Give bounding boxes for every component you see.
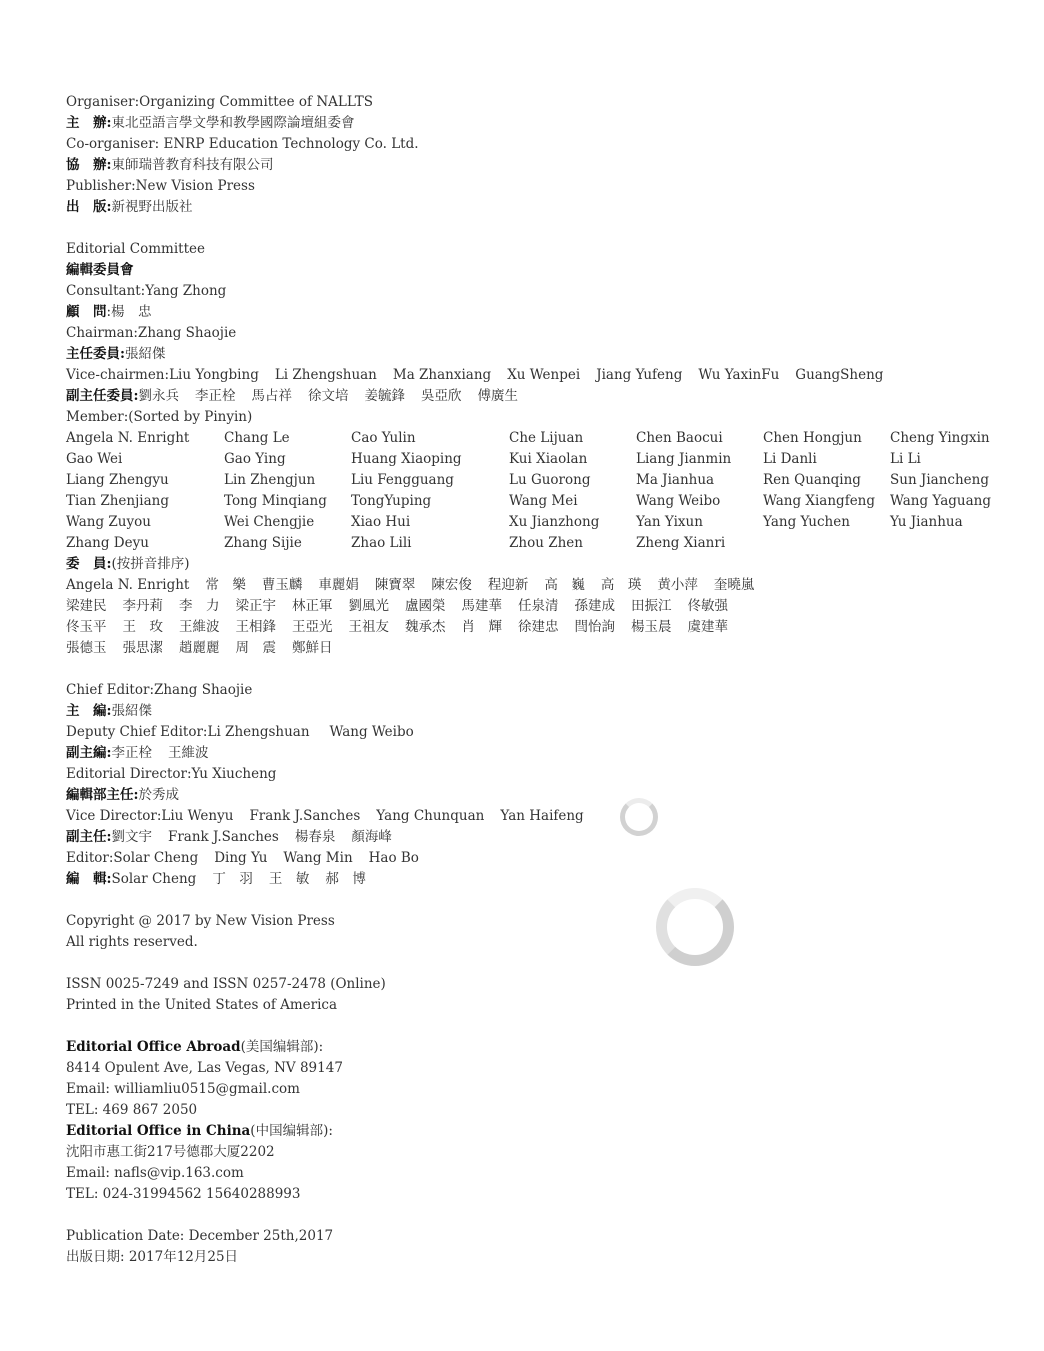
vice-director: Liu Wenyu: [161, 808, 234, 824]
member-name: Yu Jianhua: [890, 514, 963, 530]
vice-chairman: Xu Wenpei: [507, 367, 581, 383]
small-ring-decoration: [620, 798, 658, 836]
consultant-en: Consultant:Yang Zhong: [66, 283, 227, 299]
member-name: Gao Wei: [66, 451, 123, 467]
vice-chairman: Liu Yongbing: [169, 367, 259, 383]
member-name: [890, 533, 990, 554]
editor-cn: 郝 博: [325, 871, 366, 887]
member-cn: 佟敏强: [687, 598, 728, 614]
member-name: Yan Yixun: [636, 514, 703, 530]
member-name: Cao Yulin: [351, 430, 416, 446]
chairman-cn-label: 主任委員:: [66, 346, 125, 362]
member-cn: 梁正宇: [235, 598, 276, 614]
committee-title-cn: 編輯委員會: [66, 262, 134, 278]
vice-director-cn-label: 副主任:: [66, 829, 112, 845]
member-cn: 曹玉麟: [261, 577, 303, 593]
member-cn: 奎曉嵐: [713, 577, 755, 593]
member-cn: 高 瑛: [600, 577, 642, 593]
member-name: Ma Jianhua: [636, 472, 715, 488]
member-name: Chen Hongjun: [763, 430, 862, 446]
member-label: Member:(Sorted by Pinyin): [66, 409, 253, 425]
members-cn-row: [66, 638, 1006, 659]
member-name: Lin Zhengjun: [224, 472, 316, 488]
member-name: Xiao Hui: [351, 514, 411, 530]
member-cn: 徐建忠: [518, 619, 559, 635]
members-cn-row: [66, 596, 1006, 617]
consultant-cn-value: :楊 忠: [106, 304, 152, 320]
vice-director: Yang Chunquan: [376, 808, 485, 824]
publisher-cn-value: 新視野出版社: [111, 199, 193, 215]
vice-director: Frank J.Sanches: [249, 808, 361, 824]
vice-chairmen-en: [66, 365, 1006, 386]
vice-director-cn: 顏海峰: [351, 829, 392, 845]
member-cn: 周 震: [235, 640, 276, 656]
office-abroad-label: Editorial Office Abroad: [66, 1039, 241, 1055]
chief-editor-cn-value: 張紹傑: [111, 703, 152, 719]
member-cn: 程迎新: [487, 577, 529, 593]
member-name: TongYuping: [351, 493, 432, 509]
publication-date-cn: 出版日期: 2017年12月25日: [66, 1249, 239, 1265]
member-cn: 梁建民: [66, 598, 107, 614]
office-abroad-tel: TEL: 469 867 2050: [66, 1102, 198, 1118]
publisher-cn-label: 出 版:: [66, 199, 112, 215]
editor-cn: Solar Cheng: [111, 871, 197, 887]
committee-title-en: Editorial Committee: [66, 241, 206, 257]
member-name: Lu Guorong: [509, 472, 591, 488]
editor-cn: 王 敏: [268, 871, 310, 887]
organiser-en: Organiser:Organizing Committee of NALLTS: [66, 94, 373, 110]
deputy-editor-cn-label: 副主編:: [66, 745, 112, 761]
office-china-tel: TEL: 024-31994562 15640288993: [66, 1186, 301, 1202]
member-cn: 黄小萍: [657, 577, 698, 593]
member-name: Sun Jiancheng: [890, 472, 989, 488]
office-abroad-address: 8414 Opulent Ave, Las Vegas, NV 89147: [66, 1060, 343, 1076]
issn: ISSN 0025-7249 and ISSN 0257-2478 (Online): [66, 976, 386, 992]
member-cn: 王 玫: [122, 619, 163, 635]
office-china-label: Editorial Office in China: [66, 1123, 251, 1139]
editor-en-label: Editor:: [66, 850, 114, 866]
vice-director: Yan Haifeng: [500, 808, 584, 824]
member-cn: 車麗娟: [318, 577, 359, 593]
member-name: Wang Xiangfeng: [763, 493, 876, 509]
vice-director-en: [66, 806, 1006, 827]
member-cn: 肖 輝: [461, 619, 502, 635]
member-name: Zhang Sijie: [224, 535, 302, 551]
member-cn: 陳宏俊: [431, 577, 472, 593]
editor: Solar Cheng: [113, 850, 199, 866]
deputy-editor-cn: 李正栓: [111, 745, 152, 761]
office-china-note: (中国编辑部):: [250, 1123, 333, 1139]
vice-chairman: Li Zhengshuan: [274, 367, 377, 383]
editor: Wang Min: [283, 850, 353, 866]
member-cn: 王亞光: [292, 619, 333, 635]
member-name: Li Danli: [763, 451, 817, 467]
member-name: Angela N. Enright: [66, 430, 190, 446]
member-cn: Angela N. Enright: [66, 577, 190, 593]
member-cn: 王維波: [179, 619, 220, 635]
member-name: Liang Zhengyu: [66, 472, 169, 488]
member-cn: 張德玉: [66, 640, 107, 656]
office-abroad-heading: [66, 1037, 1006, 1058]
large-ring-decoration: [656, 888, 734, 966]
vice-chairman-cn: 吳亞欣: [420, 388, 462, 404]
member-name: Ren Quanqing: [763, 472, 861, 488]
member-name: Liu Fengguang: [351, 472, 454, 488]
office-china-address: 沈阳市惠工街217号德郡大厦2202: [66, 1144, 275, 1160]
member-cn: 陳寶翠: [374, 577, 416, 593]
chairman-en: Chairman:Zhang Shaojie: [66, 325, 237, 341]
editor: Ding Yu: [214, 850, 268, 866]
organiser-cn-value: 東北亞語言學文學和教學國際論壇組委會: [111, 115, 355, 131]
rights-reserved: All rights reserved.: [66, 934, 198, 950]
member-name: Zhou Zhen: [509, 535, 583, 551]
editorial-director-cn-label: 編輯部主任:: [66, 787, 139, 803]
editorial-director-cn-value: 於秀成: [138, 787, 179, 803]
consultant-cn-label: 顧 問: [66, 304, 107, 320]
coorganiser-cn-value: 東師瑞普教育科技有限公司: [111, 157, 274, 173]
member-name: Chang Le: [224, 430, 290, 446]
vice-chairman: GuangSheng: [795, 367, 884, 383]
vice-chairman: Wu YaxinFu: [698, 367, 780, 383]
chief-editor-en: Chief Editor:Zhang Shaojie: [66, 682, 253, 698]
member-cn: 高 巍: [544, 577, 585, 593]
member-name: Zhao Lili: [351, 535, 412, 551]
printed-in: Printed in the United States of America: [66, 997, 338, 1013]
deputy-editor-en-label: Deputy Chief Editor:: [66, 724, 208, 740]
member-name: Cheng Yingxin: [890, 430, 990, 446]
member-cn: 田振江: [631, 598, 672, 614]
member-cn: 孫建成: [574, 598, 615, 614]
publisher-en: Publisher:New Vision Press: [66, 178, 255, 194]
member-cn: 李 力: [179, 598, 220, 614]
vice-chairman: Jiang Yufeng: [596, 367, 683, 383]
deputy-editor: Li Zhengshuan: [207, 724, 310, 740]
member-cn-label: 委 員:: [66, 556, 112, 572]
chief-editor-cn-label: 主 編:: [66, 703, 112, 719]
member-cn: 李丹莉: [122, 598, 163, 614]
member-name: Wei Chengjie: [224, 514, 315, 530]
vice-director-cn: [66, 827, 1006, 848]
vice-chairman: Ma Zhanxiang: [392, 367, 492, 383]
member-name: Wang Weibo: [636, 493, 721, 509]
member-name: Tong Minqiang: [224, 493, 327, 509]
vice-chairmen-cn: [66, 386, 1006, 407]
member-name: Wang Yaguang: [890, 493, 992, 509]
members-en-grid: [66, 428, 1006, 554]
member-cn: 劉風光: [348, 598, 389, 614]
publisher-cn: [66, 197, 1006, 218]
vice-chairman-cn: 傅廣生: [477, 388, 518, 404]
member-name: Wang Zuyou: [66, 514, 151, 530]
vice-chairmen-en-label: Vice-chairmen:: [66, 367, 170, 383]
member-cn: 林正軍: [292, 598, 333, 614]
office-abroad-note: (美国编辑部):: [240, 1039, 324, 1055]
member-cn: 佟玉平: [66, 619, 107, 635]
member-cn: 常 樂: [205, 577, 246, 593]
deputy-editor: Wang Weibo: [329, 724, 414, 740]
organiser-cn-label: 主 辦:: [66, 115, 112, 131]
member-cn: 王相鋒: [235, 619, 276, 635]
coorganiser-cn-label: 協 辦:: [66, 157, 112, 173]
member-cn: 鄭鮮日: [292, 640, 333, 656]
members-cn-row: [66, 575, 1006, 596]
member-cn: 魏承杰: [405, 619, 446, 635]
coorganiser-cn: [66, 155, 1006, 176]
members-cn-row: [66, 617, 1006, 638]
member-cn: 閆怡詢: [574, 619, 615, 635]
vice-chairman-cn: 劉永兵: [138, 388, 179, 404]
member-name: Tian Zhenjiang: [66, 493, 170, 509]
member-name: Che Lijuan: [509, 430, 584, 446]
vice-chairman-cn: 馬占祥: [251, 388, 292, 404]
member-name: Xu Jianzhong: [509, 514, 600, 530]
deputy-editor-en: [66, 722, 1006, 743]
editor-cn: 丁 羽: [212, 871, 253, 887]
vice-director-cn: 劉文宇: [111, 829, 152, 845]
imprint-page: [66, 92, 1006, 1268]
chairman-cn-value: 張紹傑: [124, 346, 166, 362]
member-cn: 任泉清: [518, 598, 559, 614]
member-cn-heading: [66, 554, 1006, 575]
member-name: Yang Yuchen: [763, 514, 850, 530]
vice-director-en-label: Vice Director:: [66, 808, 162, 824]
organiser-cn: [66, 113, 1006, 134]
member-name: Chen Baocui: [636, 430, 723, 446]
office-china-email: Email: nafls@vip.163.com: [66, 1165, 244, 1181]
vice-chairman-cn: 姜毓鋒: [364, 388, 405, 404]
member-cn: 王祖友: [348, 619, 389, 635]
editorial-director-en: Editorial Director:Yu Xiucheng: [66, 766, 277, 782]
member-cn: 盧國榮: [405, 598, 446, 614]
consultant-cn: [66, 302, 1006, 323]
office-china-heading: [66, 1121, 1006, 1142]
vice-director-cn: 楊春泉: [294, 829, 336, 845]
vice-chairmen-cn-label: 副主任委員:: [66, 388, 139, 404]
office-abroad-email: Email: williamliu0515@gmail.com: [66, 1081, 300, 1097]
vice-chairman-cn: 徐文培: [307, 388, 349, 404]
member-cn: 楊玉晨: [631, 619, 672, 635]
member-cn: 虞建華: [687, 619, 728, 635]
vice-chairman-cn: 李正栓: [194, 388, 236, 404]
member-name: Zheng Xianri: [636, 535, 726, 551]
chairman-cn: [66, 344, 1006, 365]
vice-director-cn: Frank J.Sanches: [167, 829, 279, 845]
editor-cn-label: 編 輯:: [66, 871, 112, 887]
member-name: Liang Jianmin: [636, 451, 732, 467]
member-cn: 張思潔: [122, 640, 163, 656]
editor-cn: [66, 869, 1006, 890]
member-cn: 趙麗麗: [179, 640, 220, 656]
member-cn-note: (按拼音排序): [111, 556, 190, 572]
coorganiser-en: Co-organiser: ENRP Education Technology Co. Ltd.: [66, 136, 419, 152]
editor-en: [66, 848, 1006, 869]
editor: Hao Bo: [368, 850, 419, 866]
copyright: Copyright @ 2017 by New Vision Press: [66, 913, 335, 929]
member-name: Kui Xiaolan: [509, 451, 588, 467]
member-name: [763, 533, 890, 554]
member-name: Huang Xiaoping: [351, 451, 462, 467]
member-name: Li Li: [890, 451, 921, 467]
member-name: Gao Ying: [224, 451, 286, 467]
member-cn: 馬建華: [461, 598, 502, 614]
editorial-director-cn: [66, 785, 1006, 806]
deputy-editor-cn: [66, 743, 1006, 764]
deputy-editor-cn: 王維波: [167, 745, 209, 761]
member-name: Zhang Deyu: [66, 535, 149, 551]
chief-editor-cn: [66, 701, 1006, 722]
publication-date-en: Publication Date: December 25th,2017: [66, 1228, 334, 1244]
member-name: Wang Mei: [509, 493, 578, 509]
